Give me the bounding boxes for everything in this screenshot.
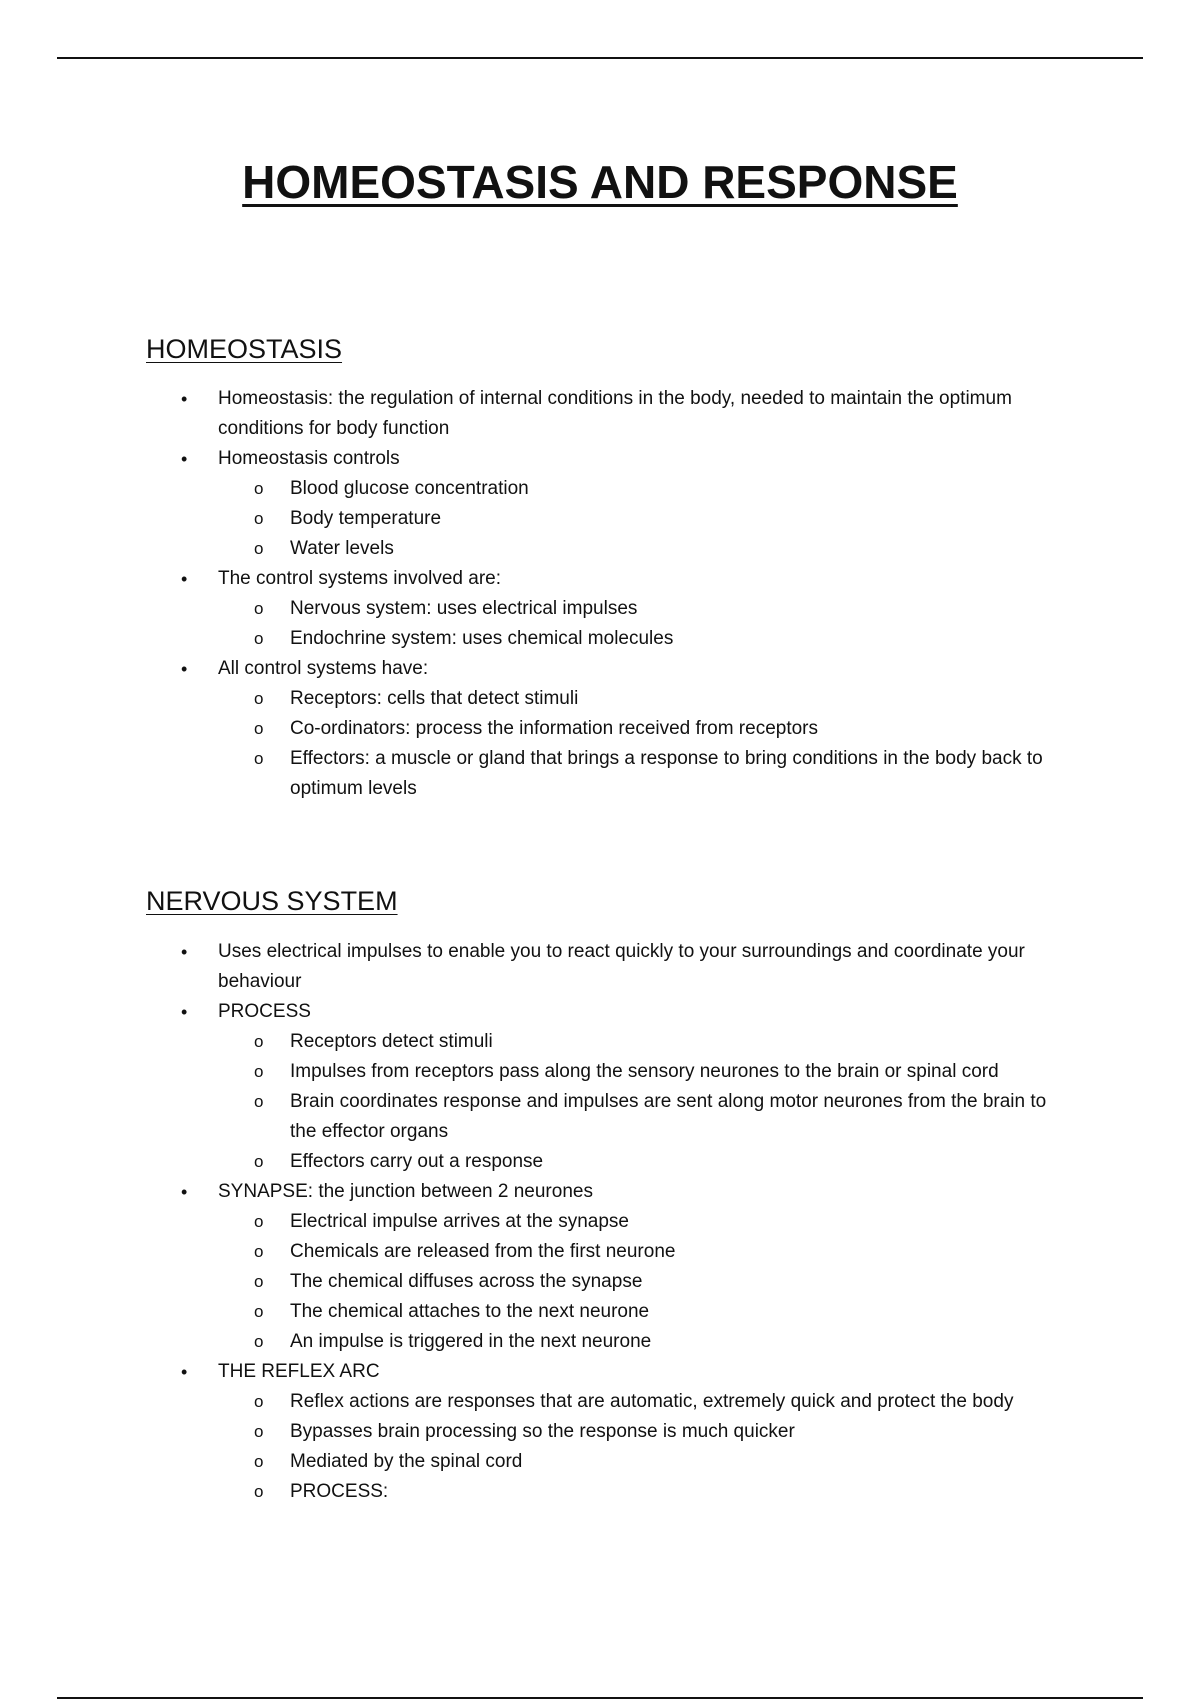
list-item	[0, 384, 1060, 444]
sub-list-item	[0, 1387, 1060, 1417]
bullet-icon: •	[181, 1182, 188, 1202]
sub-bullet-icon: o	[254, 1392, 264, 1411]
sub-bullet-icon: o	[254, 539, 264, 558]
list-item	[0, 1177, 1060, 1357]
list-item-text: Homeostasis: the regulation of internal conditions in the body, needed to maintain the optimum conditions for body function	[218, 388, 1012, 439]
sub-bullet-icon: o	[254, 1092, 264, 1111]
sub-list-item-text: The chemical attaches to the next neurone	[290, 1301, 650, 1322]
sub-list-item-text: Reflex actions are responses that are automatic, extremely quick and protect the body	[290, 1391, 1014, 1412]
sub-list-item-text: Receptors: cells that detect stimuli	[290, 688, 579, 709]
bullet-icon: •	[181, 389, 188, 409]
sub-list-item-text: Chemicals are released from the first neurone	[290, 1241, 676, 1262]
nervous-system-list	[0, 937, 1060, 1507]
sub-bullet-icon: o	[254, 749, 264, 768]
sub-list	[0, 1387, 1060, 1507]
sub-list-item-text: Electrical impulse arrives at the synapse	[290, 1211, 629, 1232]
homeostasis-list	[0, 384, 1060, 804]
sub-list-item	[0, 1027, 1060, 1057]
bullet-icon: •	[181, 1002, 188, 1022]
sub-list-item	[0, 594, 1060, 624]
sub-list-item	[0, 534, 1060, 564]
sub-bullet-icon: o	[254, 1152, 264, 1171]
sub-bullet-icon: o	[254, 1332, 264, 1351]
sub-bullet-icon: o	[254, 1452, 264, 1471]
sub-list-item	[0, 1447, 1060, 1477]
sub-list-item-text: Co-ordinators: process the information received from receptors	[290, 718, 819, 739]
sub-bullet-icon: o	[254, 1242, 264, 1261]
list-item	[0, 444, 1060, 564]
sub-bullet-icon: o	[254, 1212, 264, 1231]
bullet-icon: •	[181, 942, 188, 962]
sub-bullet-icon: o	[254, 1062, 264, 1081]
sub-list-item-text: Water levels	[290, 538, 394, 559]
sub-list-item-text: An impulse is triggered in the next neurone	[290, 1331, 652, 1352]
bullet-icon: •	[181, 1362, 188, 1382]
sub-bullet-icon: o	[254, 1302, 264, 1321]
list-item-text: Uses electrical impulses to enable you to react quickly to your surroundings and coordinate your behaviour	[218, 941, 1025, 992]
list-item-text: THE REFLEX ARC	[218, 1361, 380, 1382]
section-heading-homeostasis: HOMEOSTASIS	[146, 334, 343, 364]
list-item-text: PROCESS	[218, 1001, 311, 1022]
sub-bullet-icon: o	[254, 719, 264, 738]
list-item	[0, 997, 1060, 1177]
sub-list	[0, 684, 1060, 804]
sub-bullet-icon: o	[254, 509, 264, 528]
list-item	[0, 654, 1060, 804]
sub-list-item	[0, 744, 1060, 804]
sub-list-item-text: Brain coordinates response and impulses are sent along motor neurones from the brain to the effector organs	[290, 1091, 1047, 1142]
sub-bullet-icon: o	[254, 599, 264, 618]
sub-list	[0, 1027, 1060, 1177]
list-item-text: All control systems have:	[218, 658, 429, 679]
sub-list-item	[0, 504, 1060, 534]
sub-list-item-text: The chemical diffuses across the synapse	[290, 1271, 643, 1292]
sub-list	[0, 594, 1060, 654]
sub-list-item	[0, 1417, 1060, 1447]
bullet-icon: •	[181, 569, 188, 589]
sub-bullet-icon: o	[254, 629, 264, 648]
list-item-text: SYNAPSE: the junction between 2 neurones	[218, 1181, 593, 1202]
bullet-icon: •	[181, 449, 188, 469]
sub-list-item-text: Nervous system: uses electrical impulses	[290, 598, 638, 619]
list-item	[0, 937, 1060, 997]
list-item-text: The control systems involved are:	[218, 568, 502, 589]
sub-list-item-text: Mediated by the spinal cord	[290, 1451, 523, 1472]
sub-list-item-text: Receptors detect stimuli	[290, 1031, 493, 1052]
sub-list-item-text: Effectors: a muscle or gland that brings a response to bring conditions in the body back to optimum levels	[290, 748, 1043, 799]
sub-list-item	[0, 1267, 1060, 1297]
sub-list-item	[0, 624, 1060, 654]
list-item	[0, 1357, 1060, 1507]
sub-list-item-text: Bypasses brain processing so the response is much quicker	[290, 1421, 795, 1442]
sub-list-item	[0, 1477, 1060, 1507]
sub-bullet-icon: o	[254, 1272, 264, 1291]
sub-list-item	[0, 1207, 1060, 1237]
sub-list-item	[0, 1237, 1060, 1267]
bullet-icon: •	[181, 659, 188, 679]
sub-bullet-icon: o	[254, 479, 264, 498]
bottom-divider	[57, 1697, 1143, 1699]
sub-list-item	[0, 684, 1060, 714]
sub-list-item	[0, 1297, 1060, 1327]
list-item-text: Homeostasis controls	[218, 448, 400, 469]
sub-bullet-icon: o	[254, 1422, 264, 1441]
sub-list-item-text: Endochrine system: uses chemical molecules	[290, 628, 674, 649]
sub-bullet-icon: o	[254, 689, 264, 708]
sub-list-item-text: Blood glucose concentration	[290, 478, 529, 499]
sub-list-item	[0, 1087, 1060, 1147]
sub-bullet-icon: o	[254, 1032, 264, 1051]
top-divider	[57, 57, 1143, 59]
document-title: HOMEOSTASIS AND RESPONSE	[242, 156, 958, 208]
sub-list-item	[0, 474, 1060, 504]
list-item	[0, 564, 1060, 654]
sub-list	[0, 1207, 1060, 1357]
sub-bullet-icon: o	[254, 1482, 264, 1501]
section-heading-nervous-system: NERVOUS SYSTEM	[146, 886, 398, 916]
sub-list-item-text: PROCESS:	[290, 1481, 389, 1502]
sub-list-item	[0, 1057, 1060, 1087]
sub-list-item-text: Body temperature	[290, 508, 442, 529]
sub-list-item-text: Impulses from receptors pass along the sensory neurones to the brain or spinal cord	[290, 1061, 999, 1082]
sub-list	[0, 474, 1060, 564]
sub-list-item	[0, 1147, 1060, 1177]
sub-list-item	[0, 1327, 1060, 1357]
sub-list-item-text: Effectors carry out a response	[290, 1151, 544, 1172]
sub-list-item	[0, 714, 1060, 744]
